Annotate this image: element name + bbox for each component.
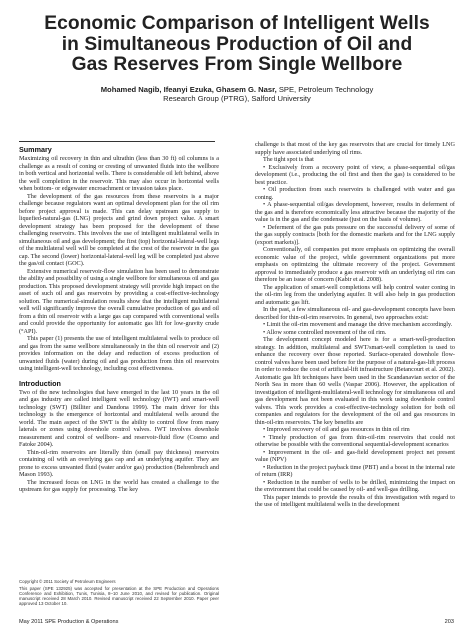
body-paragraph: challenge is that most of the key gas reservoirs that are crucial for timely LNG supply have associated underlying oil rims.	[255, 141, 455, 156]
paper-title	[20, 14, 454, 76]
title-line: Gas Reserves From Single Wellbore	[71, 54, 403, 75]
author-names: Mohamed Nagib, Ifeanyi Ezuka, Ghasem G. Nasr,	[100, 84, 277, 94]
bullet-item: • Timely production of gas from thin-oil-rim reservoirs that could not otherwise be possible with the conventional sequential-development scenarios	[255, 433, 455, 448]
bullet-item: • Deferment of the gas puts pressure on the successful delivery of some of the gas supply contracts [both for the domestic markets and for the LNG supply (export markets)].	[255, 223, 455, 246]
bullet-item: • A phase-sequential oil/gas development, however, results in deferment of the gas and is therefore economically less attractive because the majority of the value is in the gas and the condensate (just on the basis of volume).	[255, 201, 455, 223]
summary-paragraph: The development of the gas resources from these reservoirs is a major challenge because regulators want an optimal development plan for the oil rim before project approval is made. This can delay upstream gas supply to liquefied-natural-gas (LNG) projects and grind down project value. A smart development strategy has been proposed for the development of these challenging reservoirs. This involves the use of intelligent multilateral wells in simultaneous oil and gas development; the first (top) horizontal-lateral-well legs of the multilateral well will be completed at the crest of the reservoir in the gas cap. The second (lower) horizontal-lateral-well leg will be completed just above the gas/oil contact (GOC).	[19, 192, 219, 267]
author-affiliation-group: Research Group (PTRG), Salford University	[163, 93, 311, 103]
section-heading-introduction: Introduction	[19, 378, 61, 388]
bullet-item: • Improvement in the oil- and gas-field development project net present value (NPV)	[255, 448, 455, 463]
section-heading-summary: Summary	[19, 145, 52, 154]
author-affiliation: SPE, Petroleum Technology	[278, 84, 374, 94]
summary-paragraph: This paper (1) presents the use of intelligent multilateral wells to produce oil and gas from the same wellbore simultaneously in the thin oil reservoir and (2) provides information on the delay and reduction of excess production of unwanted fluids (water) during oil and gas production from thin oil reservoirs using intelligent-well technology, including cost effectiveness.	[19, 335, 219, 372]
copyright-notice: Copyright © 2011 Society of Petroleum Engineers	[19, 579, 116, 584]
body-paragraph: In the past, a few simultaneous oil- and gas-development concepts have been described for thin-oil-rim reservoirs. In general, two approaches exist:	[255, 306, 455, 321]
bullet-item: • Reduction in the project payback time (PBT) and a boost in the internal rate of return (IRR)	[255, 463, 455, 478]
right-column	[255, 141, 455, 509]
footnote-block	[19, 579, 219, 608]
left-column	[19, 141, 219, 494]
bullet-item: • Oil production from such reservoirs is challenged with water and gas coning.	[255, 186, 455, 201]
title-block	[20, 14, 454, 103]
introduction-paragraph: The increased focus on LNG in the world has created a challenge to the upstream for gas supply for processing. The key	[19, 478, 219, 493]
title-line: in Simultaneous Production of Oil and	[61, 33, 413, 55]
bullet-item: • Allow some controlled movement of the oil rim.	[263, 328, 387, 336]
body-paragraph: The application of smart-well completions will help control water coning in the oil-rim leg from the underlying aquifer. It will also help in gas production and automatic gas lift.	[255, 283, 455, 306]
introduction-paragraph: Thin-oil-rim reservoirs are literally thin (small pay thickness) reservoirs containing oil with an overlying gas cap and an underlying aquifer. They are prone to excess unwanted fluid (water and/or gas) production (Behrenbruch and Mason 1993).	[19, 448, 219, 478]
page-number: 203	[444, 619, 454, 625]
body-paragraph: Conventionally, oil companies put more emphasis on optimizing the overall economic value of the project, while government organizations put more emphasis on optimizing the ultimate recovery of the project. Government approval to immediately produce a gas reservoir with an underlying oil rim can therefore be an issue of concern (Kabir et al. 2008).	[255, 246, 455, 283]
publication-note: This paper (SPE 132925) was accepted for presentation at the SPE Production and Operations Conference and Exhibition, Tunis, Tunisia, 8–10 June 2010, and revised for publication. Original manuscript received 28 March 2010. Revised manuscript received 22 September 2010. Paper peer approved 13 October 10.	[19, 586, 219, 607]
author-block	[20, 85, 454, 103]
summary-paragraph: Extensive numerical reservoir-flow simulation has been used to demonstrate the ability and possibility of using a single wellbore for simultaneous oil and gas production. This proposed development strategy will provide high impact on the asset of such oil and gas reservoirs by providing a cost-effective-technology solution. The numerical-simulation results show that the intelligent multilateral well will significantly improve the overall cumulative production of gas and oil from a thin oil reservoir with a large gas cap compared with conventional wells and could provide the opportunity for automatic gas lift for low-gravity crude (°API).	[19, 267, 219, 335]
bullet-item: • Limit the oil-rim movement and manage the drive mechanism accordingly.	[263, 321, 453, 328]
body-paragraph: This paper intends to provide the results of this investigation with regard to the use of intelligent multilateral wells in the development	[255, 493, 455, 508]
bullet-item: • Reduction in the number of wells to be drilled, minimizing the impact on the environment that could be caused by oil- and well-gas drilling.	[255, 478, 455, 493]
bullet-item: • Exclusively from a recovery point of view, a phase-sequential oil/gas development (i.e., producing the oil first and then the gas) is considered to be best practice.	[255, 163, 455, 186]
summary-paragraph: Maximizing oil recovery in thin and ultrathin (less than 30 ft) oil columns is a challenge as a result of coning or cresting of unwanted fluids into the wellbore in both vertical and horizontal wells. There is considerable oil left behind, above the well completion in the reservoir. This may also occur in horizontal wells when bottom- or edgewater encroachment or invasion takes place.	[19, 155, 219, 192]
bullet-item: • Improved recovery of oil and gas resources in thin oil rim	[263, 426, 410, 433]
body-paragraph: The development concept modeled here is for a smart-well-production strategy. In addition, multilateral and SWT/smart-well completion is used to enhance the recovery over those reported. Surface-operated downhole flow-control valves have been used before for the purpose of a natural-gas-lift process in order to reduce the cost of artificial-lift infrastructure (Betancourt et al. 2002). Automatic gas lift techniques have been used in the Scandanavian sector of the North Sea in more than 60 wells (Vaspar 2006). However, the application of investigation of intelligent-multilateral-well technology for simultaneous oil and gas development has not been evaluated in this work using downhole control valves. This work provides a cost-effective-technology solution for both oil companies and regulators for the development of the oil and gas resources in thin-oil-rim reservoirs. The key benefits are	[255, 336, 455, 426]
introduction-paragraph: Two of the new technologies that have emerged in the last 10 years in the oil and gas industry are called intelligent well technology (IWT) and smart-well technology (SWT) (Billiter and Dandona 1999). The main driver for this technology is the emergence of horizontal and multilateral wells around the world. The main aspect of the SWT is the ability to control flow from many laterals or zones using downhole control valves. IWT involves downhole measurement and control of wellbore- and reservoir-fluid flow (Cosmo and Fatoke 2004).	[19, 388, 219, 448]
journal-footer: May 2011 SPE Production & Operations	[19, 619, 119, 625]
section-rule	[19, 141, 215, 142]
body-paragraph: The tight spot is that	[263, 156, 314, 163]
title-line: Economic Comparison of Intelligent Wells	[44, 13, 430, 34]
